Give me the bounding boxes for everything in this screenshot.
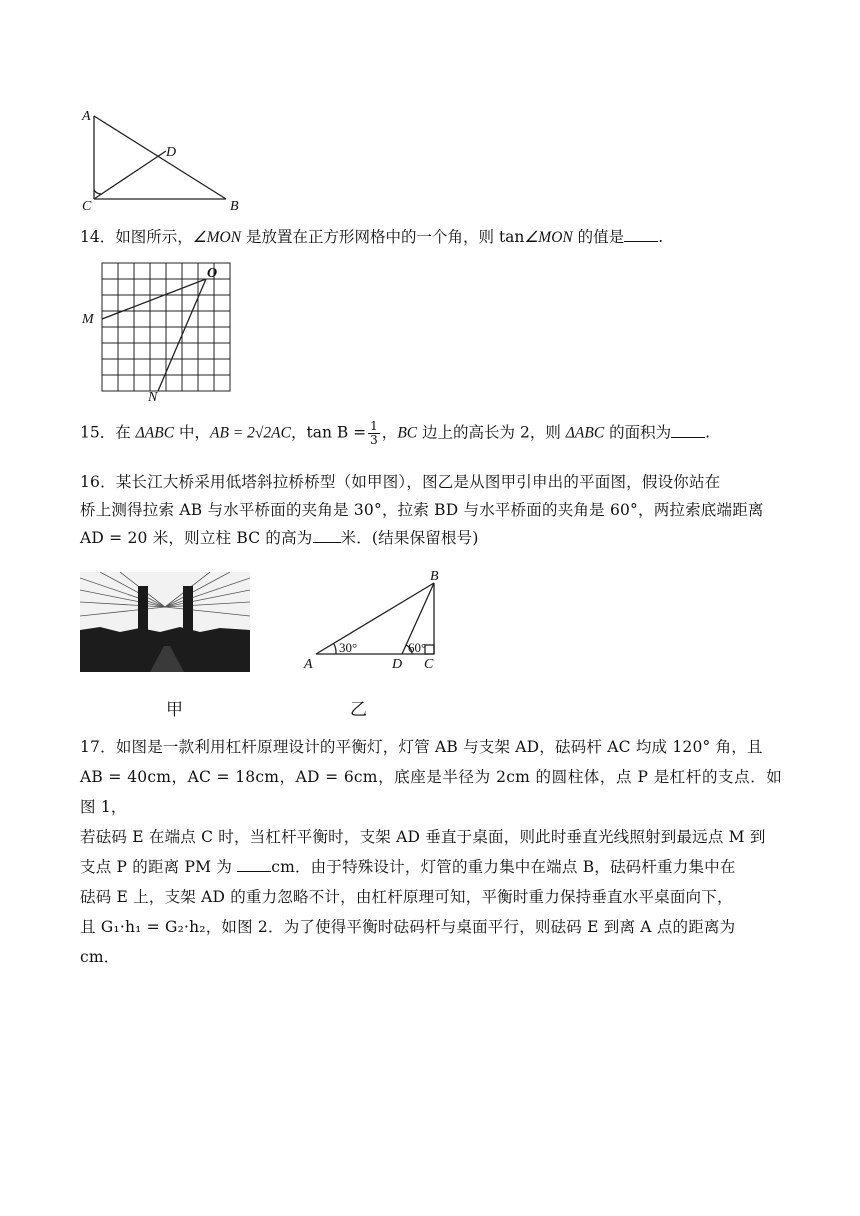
answer-blank [237,857,271,872]
figure-14-grid [78,258,248,404]
label-a: A [82,109,91,124]
label-d: D [392,657,403,672]
label-c: C [424,657,434,672]
caption-jia: 甲 [166,700,183,720]
answer-blank [671,423,705,438]
label-b: B [230,199,239,214]
bridge-photo [80,572,250,672]
label-b: B [430,569,439,584]
label-d: D [166,145,177,160]
label-c: C [82,199,92,214]
label-a: A [304,657,313,672]
question-15: 15．在 ΔABC 中，AB = 2√2AC，tan B = $\frac{1}{3}$ ，BC 边上的高长为 2，则 ΔABC 的面积为 . [80,419,711,447]
angle-60: 60° [408,640,427,655]
question-14: 14．如图所示，∠MON 是放置在正方形网格中的一个角，则 tan∠MON 的值是 . [80,228,664,246]
angle-30: 30° [339,640,358,655]
question-17: 17．如图是一款利用杠杆原理设计的平衡灯，灯管 AB 与支架 AD，砝码杆 AC 均成 120° 角，且 AB = 40cm，AC = 18cm，AD = 6cm，底座是半径为 2cm 的圆柱体，点 P 是杠杆的支点．如图 1， 若砝码 E 在端点 C 时，当杠杆平衡时，支架 AD 垂直于桌面，则此时垂直光线照射到最远点 M 到 支点 P 的距离 PM 为 cm．由于特殊设计，灯管的重力集中在端点 B，砝码杆重力集中在 砝码 E 上，支架 AD 的重力忽略不计，由杠杆原理可知，平衡时重力保持垂直水平桌面向下， 且 G₁·h₁ = G₂·h₂，如图 2．为了使得平衡时砝码杆与桌面平行，则砝码 E 到离 A 点的距离为 cm． [80,738,782,966]
caption-yi: 乙 [350,700,367,720]
label-m: M [82,312,94,327]
answer-blank [624,227,658,242]
label-n: N [148,390,158,404]
fraction: $\frac{1}{3}$ [370,419,378,447]
label-o: O [207,266,218,281]
figure-13-triangle [80,104,250,214]
figure-16-triangle [298,566,448,676]
question-16: 16．某长江大桥采用低塔斜拉桥桥型（如甲图），图乙是从图甲引申出的平面图，假设你站在 桥上测得拉索 AB 与水平桥面的夹角是 30°，拉索 BD 与水平桥面的夹角是 60°，两拉索底端距离 AD = 20 米，则立柱 BC 的高为 米．(结果保留根号) [80,473,764,547]
answer-blank [313,528,341,543]
